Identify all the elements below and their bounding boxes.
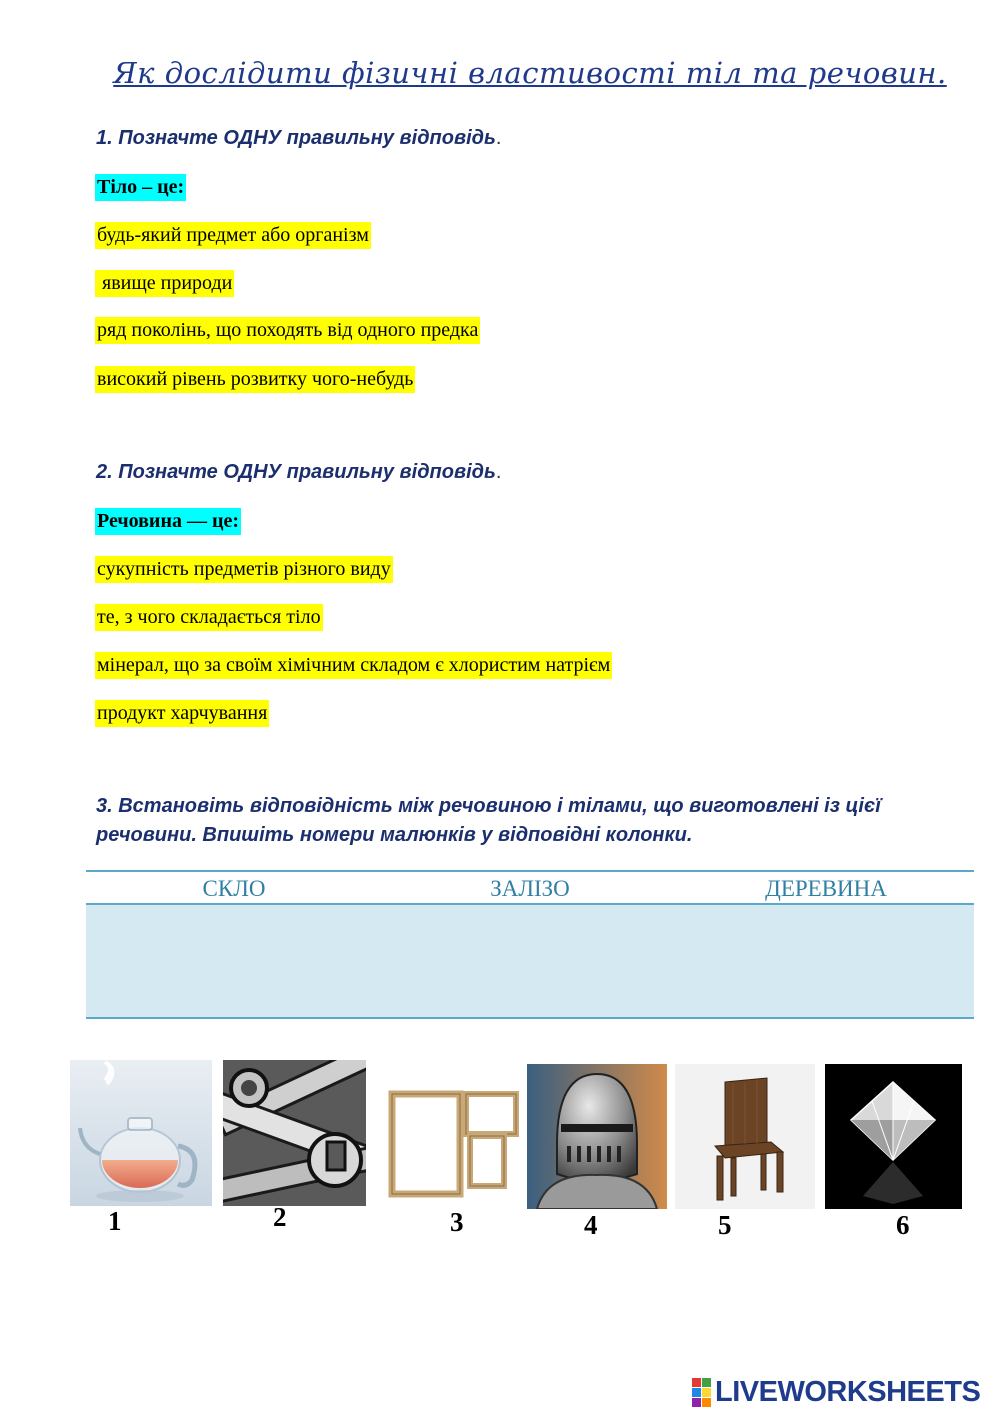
diamond-icon <box>825 1064 962 1209</box>
question-1-heading <box>96 127 501 150</box>
question-1-option-4[interactable]: високий рівень розвитку чого-небудь <box>95 366 415 393</box>
picture-5-number: 5 <box>718 1210 732 1240</box>
question-1-option-1[interactable]: будь-який предмет або організм <box>95 222 371 249</box>
wrenches-icon <box>223 1060 366 1206</box>
answer-cell-wood[interactable] <box>678 905 974 1017</box>
column-header-glass: СКЛО <box>202 876 266 901</box>
answer-cell-glass[interactable] <box>86 905 382 1017</box>
question-1-option-2[interactable]: явище природи <box>95 270 234 297</box>
picture-1 <box>70 1060 212 1206</box>
column-header-wood: ДЕРЕВИНА <box>765 876 887 901</box>
knight-helmet-icon <box>527 1064 667 1209</box>
picture-6-number: 6 <box>896 1210 910 1240</box>
question-2-option-4[interactable]: продукт харчування <box>95 700 269 727</box>
answer-table <box>86 870 974 1019</box>
column-header-iron: ЗАЛІЗО <box>490 876 570 901</box>
picture-3 <box>382 1060 522 1206</box>
liveworksheets-logo-text: LIVEWORKSHEETS <box>715 1375 981 1408</box>
question-3-heading: 3. Встановіть відповідність між речовиною і тілами, що виготовлені із цієї речовини. Впишіть номери малюнків у відповідні колонки. <box>96 795 881 846</box>
question-2-heading-text: 2. Позначте ОДНУ правильну відповідь <box>96 461 496 483</box>
picture-4-number: 4 <box>584 1210 598 1240</box>
question-2-option-2[interactable]: те, з чого складається тіло <box>95 604 323 631</box>
picture-2-number: 2 <box>273 1202 287 1232</box>
answer-table-header <box>86 872 974 905</box>
picture-3-number: 3 <box>450 1207 464 1237</box>
picture-4 <box>527 1064 667 1209</box>
picture-6 <box>825 1064 962 1209</box>
question-2-prompt: Речовина — це: <box>95 508 241 535</box>
glass-teapot-icon <box>70 1060 212 1206</box>
question-1-heading-text: 1. Позначте ОДНУ правильну відповідь <box>96 127 496 149</box>
question-1-option-3[interactable]: ряд поколінь, що походять від одного предка <box>95 317 480 344</box>
picture-2 <box>223 1060 366 1206</box>
question-1-prompt: Тіло – це: <box>95 174 186 201</box>
question-2-heading-dot: . <box>495 461 502 483</box>
picture-5 <box>675 1064 815 1209</box>
question-2-option-1[interactable]: сукупність предметів різного виду <box>95 556 393 583</box>
answer-cell-iron[interactable] <box>382 905 678 1017</box>
liveworksheets-logo-icon <box>692 1378 711 1407</box>
question-1-heading-dot: . <box>495 127 502 149</box>
picture-1-number: 1 <box>108 1206 122 1236</box>
answer-table-body <box>86 905 974 1017</box>
question-2-heading <box>96 461 501 484</box>
wooden-chair-icon <box>675 1064 815 1209</box>
worksheet-title: Як дослідити фізичні властивості тіл та речовин. <box>113 56 947 90</box>
liveworksheets-logo <box>692 1377 980 1407</box>
wooden-frames-icon <box>382 1060 522 1206</box>
question-2-option-3[interactable]: мінерал, що за своїм хімічним складом є хлористим натрієм <box>95 652 612 679</box>
